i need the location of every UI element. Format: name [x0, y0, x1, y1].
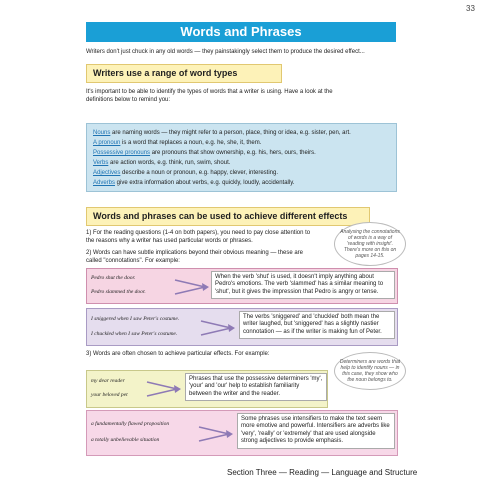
definition-possessive-pronouns: Possessive pronouns are pronouns that show ownership, e.g. his, hers, ours, theirs.: [93, 150, 316, 156]
example-left-2b: I chuckled when I saw Peter's costume.: [91, 331, 178, 337]
example-explanation-2: The verbs 'sniggered' and 'chuckled' both mean the writer laughed, but 'sniggered' has a slightly nastier connotation — as if the writer is making fun of Peter.: [239, 311, 395, 339]
arrow-icon: [173, 277, 211, 297]
section2-heading: Words and phrases can be used to achieve different effects: [86, 207, 370, 226]
example-explanation-3: Phrases that use the possessive determiners 'my', 'your' and 'our' help to establish familiarity between the writer and the reader.: [185, 373, 327, 401]
note-determiners: Determiners are words that help to identify nouns — in this case, they show who the noun belongs to.: [334, 352, 406, 390]
page-title: Words and Phrases: [86, 22, 396, 42]
section1-heading: Writers use a range of word types: [86, 64, 282, 83]
example-explanation-4: Some phrases use intensifiers to make the text seem more emotive and powerful. Intensifiers are adverbs like 'very', 'really' or 'extremely' that are used alongside strong adjectives to provide emphasis.: [237, 413, 395, 449]
section1-paragraph: It's important to be able to identify the types of words that a writer is using. Have a look at the definitions below to remind you:: [86, 89, 333, 103]
example-box-possessive-determiners: [86, 370, 328, 408]
example-box-intensifiers: [86, 410, 398, 456]
page-number: 33: [466, 4, 475, 13]
definition-nouns: Nouns are naming words — they might refer to a person, place, thing or idea, e.g. sister, pen, art.: [93, 130, 351, 136]
example-box-sniggered-chuckled: [86, 308, 398, 346]
example-left-3a: my dear reader: [91, 378, 125, 384]
definitions-box: [86, 123, 397, 192]
definition-pronoun: A pronoun is a word that replaces a noun, e.g. he, she, it, them.: [93, 140, 262, 146]
footer: Section Three — Reading — Language and Structure: [227, 468, 418, 477]
definition-verbs: Verbs are action words, e.g. think, run, swim, shout.: [93, 160, 231, 166]
item-1: 1) For the reading questions (1-4 on both papers), you need to pay close attention to the reasons why a writer has used particular words or phrases.: [86, 230, 311, 244]
item-2: 2) Words can have subtle implications beyond their obvious meaning — these are called "connotations". For example:: [86, 250, 304, 264]
definition-adjectives: Adjectives describe a noun or pronoun, e.g. happy, clever, interesting.: [93, 170, 279, 176]
arrow-icon: [197, 424, 235, 444]
note-connotations: Analysing the connotations of words is a way of 'reading with insight'. There's more on this on pages 14-15.: [334, 222, 406, 266]
definition-adverbs: Adverbs give extra information about verbs, e.g. quickly, loudly, accidentally.: [93, 180, 295, 186]
example-left-4a: a fundamentally flawed proposition: [91, 421, 170, 427]
example-left-4b: a totally unbelievable situation: [91, 437, 160, 443]
example-explanation-1: When the verb 'shut' is used, it doesn't imply anything about Pedro's emotions. The verb 'slammed' has a similar meaning to 'shut', but it gives the impression that Pedro is angry or tense.: [211, 271, 395, 299]
arrow-icon: [199, 318, 237, 338]
example-left-1a: Pedro shut the door.: [91, 275, 136, 281]
example-left-2a: I sniggered when I saw Peter's costume.: [91, 316, 180, 322]
intro-text: Writers don't just chuck in any old words — they painstakingly select them to produce the desired effect...: [86, 49, 365, 55]
item-3: 3) Words are often chosen to achieve particular effects. For example:: [86, 351, 270, 357]
arrow-icon: [145, 379, 183, 399]
example-left-3b: your beloved pet: [91, 392, 128, 398]
example-left-1b: Pedro slammed the door.: [91, 289, 146, 295]
example-box-shut-slammed: [86, 268, 398, 304]
